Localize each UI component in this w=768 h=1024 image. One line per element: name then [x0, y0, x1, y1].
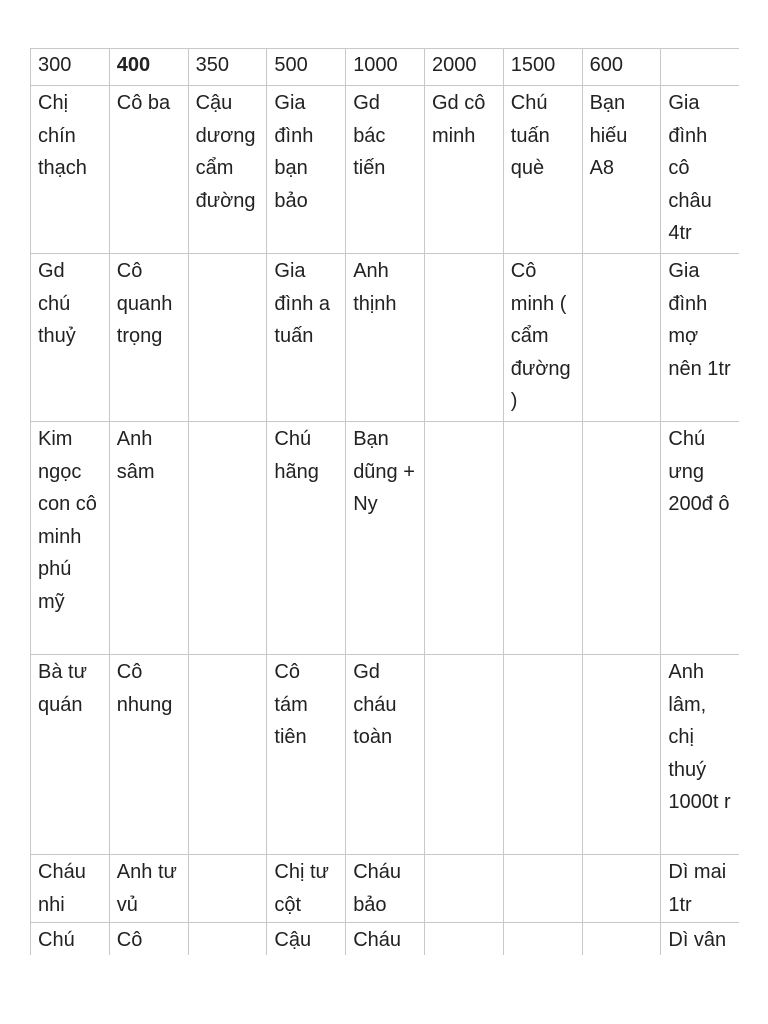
- contribution-table: [30, 48, 739, 955]
- table-cell: Cậu dương cẩm đường: [188, 86, 267, 254]
- table-row: [31, 86, 740, 254]
- table-cell: Anh lâm, chị thuý 1000t r: [661, 655, 739, 855]
- table-cell: Bạn dũng + Ny: [346, 422, 425, 655]
- table-cell: Cô minh ( cẩm đường ): [503, 254, 582, 422]
- header-cell: 1000: [346, 49, 425, 86]
- table-cell: [188, 422, 267, 655]
- table-cell: Dì mai 1tr: [661, 855, 739, 923]
- table-cell: Bà tư quán: [31, 655, 110, 855]
- header-cell: 300: [31, 49, 110, 86]
- table-cell: [503, 855, 582, 923]
- table-cell: [503, 422, 582, 655]
- table-cell: [188, 655, 267, 855]
- table-cell: Gd cô minh: [424, 86, 503, 254]
- table-cell: Kim ngọc con cô minh phú mỹ: [31, 422, 110, 655]
- table-cell: Cô tám tiên: [267, 655, 346, 855]
- table-cell: [424, 254, 503, 422]
- table-cell: Cô nhung: [109, 655, 188, 855]
- header-cell: 400: [109, 49, 188, 86]
- header-cell: 1500: [503, 49, 582, 86]
- table-cell: Chú tuấn què: [503, 86, 582, 254]
- table-row: [31, 923, 740, 956]
- table-cell: Gia đình cô châu 4tr: [661, 86, 739, 254]
- table-cell: [582, 655, 661, 855]
- table-cell: Chị chín thạch: [31, 86, 110, 254]
- table-cell: Gia đình a tuấn: [267, 254, 346, 422]
- table-cell: [503, 923, 582, 956]
- table-cell: Gd bác tiến: [346, 86, 425, 254]
- table-cell: Anh sâm: [109, 422, 188, 655]
- header-cell: 2000: [424, 49, 503, 86]
- table-cell: Chú: [31, 923, 110, 956]
- header-cell: 600: [582, 49, 661, 86]
- table-cell: Gd cháu toàn: [346, 655, 425, 855]
- table-cell: [503, 655, 582, 855]
- table-cell: Chị tư cột: [267, 855, 346, 923]
- table-cell: Anh tư vủ: [109, 855, 188, 923]
- table-row: [31, 254, 740, 422]
- table-cell: Chú ưng 200đ ô: [661, 422, 739, 655]
- table-cell: [424, 923, 503, 956]
- table-cell: [188, 254, 267, 422]
- table-cell: [424, 855, 503, 923]
- header-cell: 350: [188, 49, 267, 86]
- table-cell: [424, 422, 503, 655]
- table-cell: Dì vân: [661, 923, 739, 956]
- table-cell: [424, 655, 503, 855]
- table-cell: [582, 254, 661, 422]
- table-cell: Cô quanh trọng: [109, 254, 188, 422]
- table-cell: Cô ba: [109, 86, 188, 254]
- table-cell: Cô: [109, 923, 188, 956]
- table-cell: Chú hãng: [267, 422, 346, 655]
- table-row: [31, 655, 740, 855]
- table-cell: [582, 855, 661, 923]
- table-cell: Bạn hiếu A8: [582, 86, 661, 254]
- header-cell: 500: [267, 49, 346, 86]
- table-cell: Cháu bảo: [346, 855, 425, 923]
- table-cell: Cháu: [346, 923, 425, 956]
- table-cell: Gd chú thuỷ: [31, 254, 110, 422]
- header-cell: [661, 49, 739, 86]
- table-header-row: [31, 49, 740, 86]
- table-cell: [582, 422, 661, 655]
- table-cell: Cậu: [267, 923, 346, 956]
- table-cell: Cháu nhi: [31, 855, 110, 923]
- table-cell: Gia đình mợ nên 1tr: [661, 254, 739, 422]
- table-cell: Gia đình bạn bảo: [267, 86, 346, 254]
- table-cell: Anh thịnh: [346, 254, 425, 422]
- table-row: [31, 855, 740, 923]
- table-cell: [188, 923, 267, 956]
- table-cell: [582, 923, 661, 956]
- contribution-table-container: [30, 48, 739, 955]
- table-row: [31, 422, 740, 655]
- table-cell: [188, 855, 267, 923]
